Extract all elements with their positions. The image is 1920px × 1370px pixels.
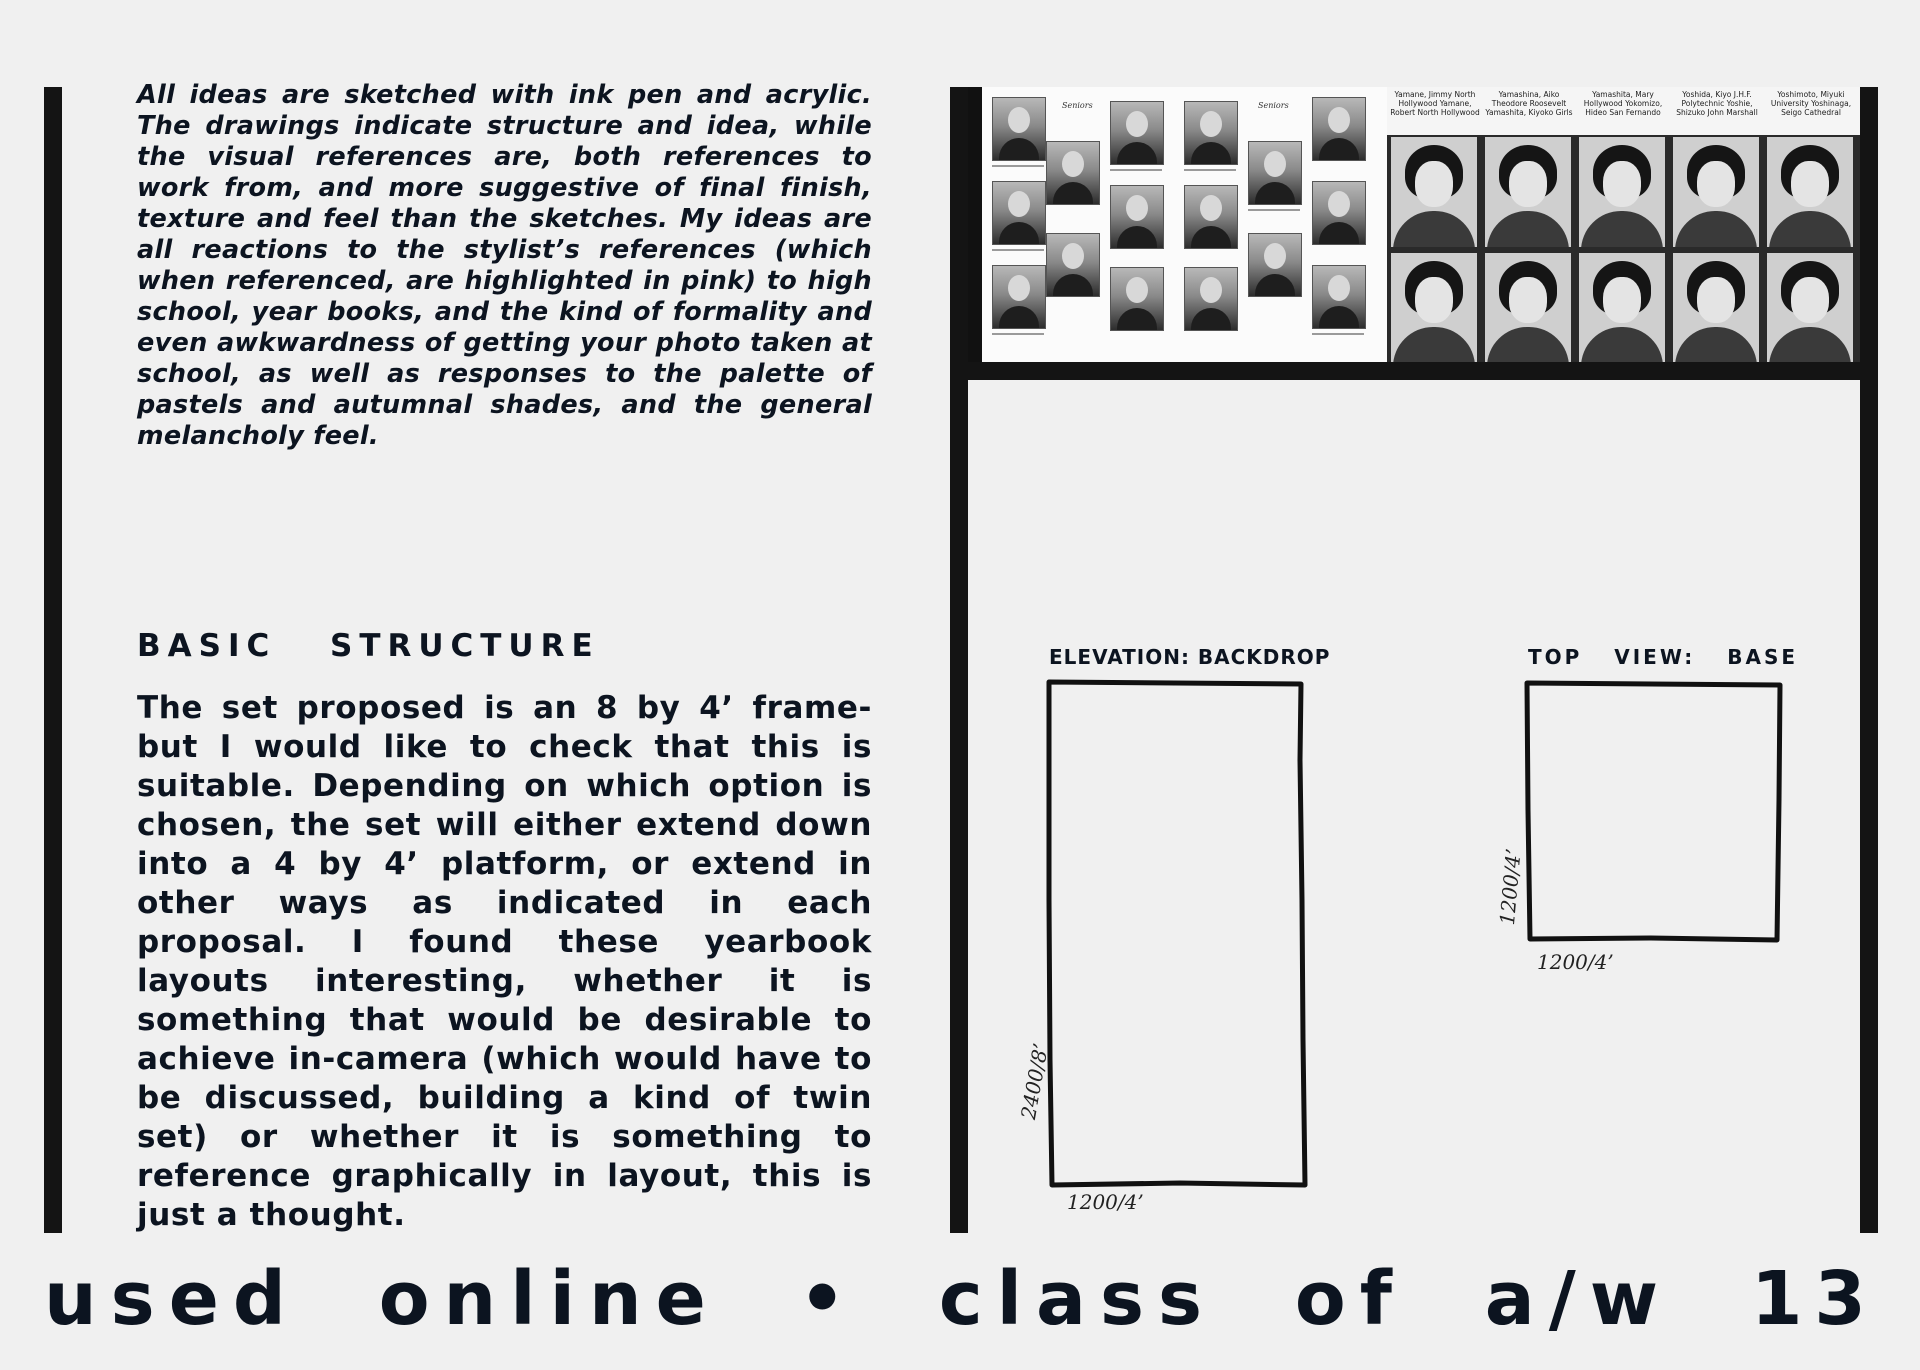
footer-bullet: • xyxy=(798,1256,860,1342)
footer-word: class xyxy=(938,1256,1217,1342)
top-view-height-label: 1200/4’ xyxy=(1495,847,1526,927)
name-caption: Yamane, Jimmy North Hollywood Yamane, Robert North Hollywood xyxy=(1390,90,1480,117)
top-view-width-label: 1200/4’ xyxy=(1537,950,1614,974)
intro-paragraph: All ideas are sketched with ink pen and acrylic. The drawings indicate structure and idea, while the visual references are, both references to work from, and more suggestive of final finish, texture and feel than the sketches. My ideas are all reactions to the stylist’s references (which when referenced, are highlighted in pink) to high school, year books, and the kind of formality and even awkwardness of getting your photo taken at school, as well as responses to the palette of pastels and autumnal shades, and the general melancholy feel. xyxy=(137,80,872,451)
footer-word: used xyxy=(44,1256,300,1342)
footer-word: 13 xyxy=(1750,1256,1878,1342)
name-caption: Yamashita, Mary Hollywood Yokomizo, Hideo San Fernando xyxy=(1583,90,1663,117)
seniors-label: Seniors xyxy=(1258,101,1289,110)
elevation-backdrop-rect xyxy=(1049,682,1305,1185)
section-body: The set proposed is an 8 by 4’ frame- but I would like to check that this is suitable. Depending on which option is chosen, the set will either extend down into a 4 by 4’ platform, or extend in other ways as indicated in each proposal. I found these yearbook layouts interesting, whether it is something that would be desirable to achieve in-camera (which would have to be discussed, building a kind of twin set) or whether it is something to reference graphically in layout, this is just a thought. xyxy=(137,690,872,1233)
elevation-title: ELEVATION: BACKDROP xyxy=(1049,645,1331,669)
footer-word: of xyxy=(1294,1256,1406,1342)
name-caption: Yoshimoto, Miyuki University Yoshinaga, Seigo Cathedral xyxy=(1770,90,1852,117)
top-view-base-rect xyxy=(1527,683,1780,940)
footer-word: online xyxy=(378,1256,720,1342)
footer-title xyxy=(44,1256,1878,1342)
seniors-label: Seniors xyxy=(1062,101,1093,110)
name-caption: Yamashina, Aiko Theodore Roosevelt Yamashita, Kiyoko Girls xyxy=(1485,90,1573,117)
top-view-title: TOP VIEW: BASE xyxy=(1528,645,1799,669)
section-heading: BASIC STRUCTURE xyxy=(137,628,600,664)
name-caption: Yoshida, Kiyo J.H.F. Polytechnic Yoshie, Shizuko John Marshall xyxy=(1676,90,1758,117)
footer-word: a/w xyxy=(1484,1256,1673,1342)
elevation-width-label: 1200/4’ xyxy=(1067,1190,1144,1214)
elevation-height-label: 2400/8’ xyxy=(1016,1041,1053,1122)
